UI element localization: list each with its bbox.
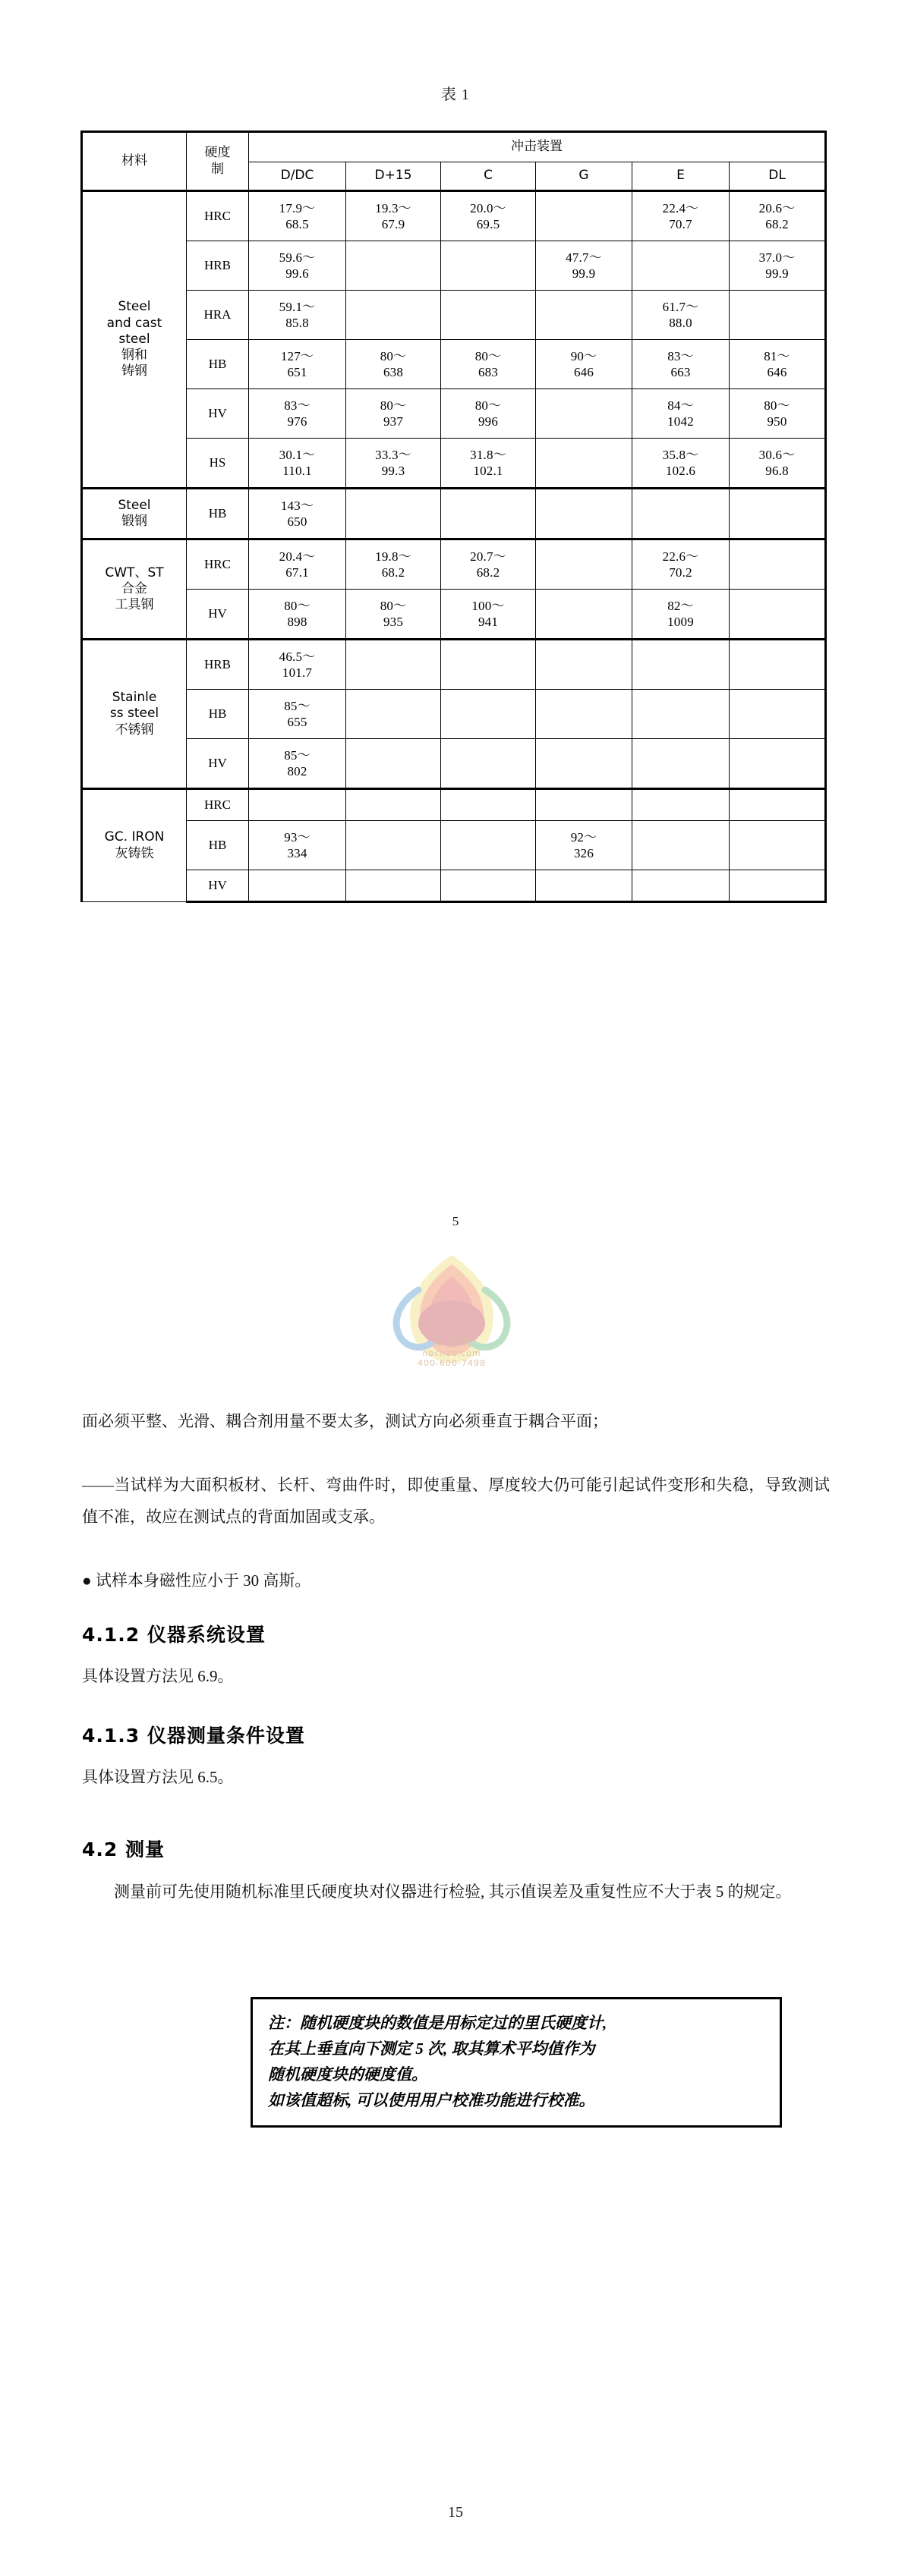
value-cell: 100～ 941 xyxy=(441,590,536,640)
value-cell: 83～ 976 xyxy=(249,389,346,439)
value-cell-empty xyxy=(536,389,632,439)
value-cell-empty xyxy=(632,821,730,870)
value-cell-empty xyxy=(441,241,536,291)
value-cell-empty xyxy=(441,489,536,539)
table-row xyxy=(82,439,826,489)
paragraph-bullet-block xyxy=(82,1565,830,1596)
table-row xyxy=(82,241,826,291)
value-cell-empty xyxy=(730,489,826,539)
note-line-2: 在其上垂直向下测定 5 次, 取其算术平均值作为 xyxy=(268,2040,595,2058)
paragraph-4-1-3: 具体设置方法见 6.5。 xyxy=(82,1768,234,1786)
value-cell: 81～ 646 xyxy=(730,340,826,389)
hardness-scale-cell: HB xyxy=(187,489,249,539)
value-cell-empty xyxy=(730,590,826,640)
value-cell: 20.0～ 69.5 xyxy=(441,191,536,241)
hardness-scale-cell: HRB xyxy=(187,640,249,690)
value-cell-empty xyxy=(346,241,441,291)
value-cell-empty xyxy=(346,291,441,340)
paragraph-continued-block xyxy=(82,1405,830,1437)
material-name-cell: Stainle ss steel 不锈钢 xyxy=(82,640,187,789)
hardness-scale-cell: HV xyxy=(187,590,249,640)
value-cell: 84～ 1042 xyxy=(632,389,730,439)
note-line-1: 注：随机硬度块的数值是用标定过的里氏硬度计, xyxy=(268,2014,607,2032)
value-cell-empty xyxy=(441,739,536,789)
header-device-d-15: D+15 xyxy=(346,162,441,191)
value-cell-empty xyxy=(249,789,346,821)
value-cell: 35.8～ 102.6 xyxy=(632,439,730,489)
value-cell-empty xyxy=(536,640,632,690)
hardness-scale-cell: HRC xyxy=(187,191,249,241)
material-name-cell: GC. IRON 灰铸铁 xyxy=(82,789,187,902)
header-device-d-dc: D/DC xyxy=(249,162,346,191)
material-name-cell: Steel 锻钢 xyxy=(82,489,187,539)
value-cell: 17.9～ 68.5 xyxy=(249,191,346,241)
value-cell: 19.3～ 67.9 xyxy=(346,191,441,241)
note-line-3: 随机硬度块的硬度值。 xyxy=(268,2065,427,2084)
table-row xyxy=(82,489,826,539)
paragraph-bullet: ● 试样本身磁性应小于 30 高斯。 xyxy=(82,1571,311,1590)
value-cell: 80～ 638 xyxy=(346,340,441,389)
value-cell: 90～ 646 xyxy=(536,340,632,389)
hardness-scale-cell: HV xyxy=(187,870,249,902)
header-device-e: E xyxy=(632,162,730,191)
hardness-scale-cell: HRA xyxy=(187,291,249,340)
paragraph-4-1-3-block xyxy=(82,1761,830,1793)
value-cell: 93～ 334 xyxy=(249,821,346,870)
value-cell-empty xyxy=(346,739,441,789)
value-cell: 80～ 937 xyxy=(346,389,441,439)
table-row xyxy=(82,821,826,870)
value-cell-empty xyxy=(536,489,632,539)
material-name-cell: Steel and cast steel 钢和 铸钢 xyxy=(82,191,187,489)
watermark-brand: 南 北 潮 xyxy=(431,1337,472,1348)
value-cell: 80～ 683 xyxy=(441,340,536,389)
table-row xyxy=(82,539,826,590)
value-cell-empty xyxy=(346,821,441,870)
hardness-scale-cell: HB xyxy=(187,690,249,739)
table-row xyxy=(82,690,826,739)
value-cell: 82～ 1009 xyxy=(632,590,730,640)
value-cell-empty xyxy=(441,640,536,690)
watermark-phone: 400-600-7498 xyxy=(418,1358,486,1368)
value-cell-empty xyxy=(632,739,730,789)
value-cell: 80～ 996 xyxy=(441,389,536,439)
table-row xyxy=(82,640,826,690)
heading-4-1-3: 4.1.3 仪器测量条件设置 xyxy=(82,1725,305,1747)
hardness-scale-cell: HV xyxy=(187,739,249,789)
value-cell-empty xyxy=(441,789,536,821)
value-cell-empty xyxy=(536,870,632,902)
value-cell: 80～ 950 xyxy=(730,389,826,439)
heading-4-2: 4.2 测量 xyxy=(82,1838,165,1860)
value-cell-empty xyxy=(730,690,826,739)
value-cell-empty xyxy=(730,539,826,590)
value-cell: 30.1～ 110.1 xyxy=(249,439,346,489)
header-device-dl: DL xyxy=(730,162,826,191)
paragraph-dash-block xyxy=(82,1469,830,1533)
value-cell: 127～ 651 xyxy=(249,340,346,389)
value-cell: 19.8～ 68.2 xyxy=(346,539,441,590)
value-cell: 92～ 326 xyxy=(536,821,632,870)
value-cell-empty xyxy=(730,821,826,870)
value-cell: 31.8～ 102.1 xyxy=(441,439,536,489)
material-name-cell: CWT、ST 合金 工具钢 xyxy=(82,539,187,640)
note-box xyxy=(251,1997,782,2128)
value-cell: 46.5～ 101.7 xyxy=(249,640,346,690)
paragraph-dash: ——当试样为大面积板材、长杆、弯曲件时，即使重量、厚度较大仍可能引起试件变形和失稳，导致测试值不准，故应在测试点的背面加固或支承。 xyxy=(82,1476,830,1526)
value-cell-empty xyxy=(346,640,441,690)
value-cell-empty xyxy=(730,870,826,902)
value-cell: 59.6～ 99.6 xyxy=(249,241,346,291)
value-cell: 59.1～ 85.8 xyxy=(249,291,346,340)
table-row xyxy=(82,389,826,439)
table-row xyxy=(82,590,826,640)
value-cell: 22.6～ 70.2 xyxy=(632,539,730,590)
header-hardness-scale: 硬度 制 xyxy=(187,132,249,191)
hardness-scale-cell: HRB xyxy=(187,241,249,291)
value-cell: 20.7～ 68.2 xyxy=(441,539,536,590)
table-header-row-top xyxy=(82,132,826,162)
value-cell: 30.6～ 96.8 xyxy=(730,439,826,489)
value-cell-empty xyxy=(536,191,632,241)
table-row xyxy=(82,291,826,340)
value-cell: 85～ 655 xyxy=(249,690,346,739)
value-cell-empty xyxy=(536,690,632,739)
value-cell-empty xyxy=(632,690,730,739)
value-cell-empty xyxy=(249,870,346,902)
value-cell-empty xyxy=(441,291,536,340)
footer-page-number: 15 xyxy=(448,2504,463,2521)
value-cell: 83～ 663 xyxy=(632,340,730,389)
value-cell-empty xyxy=(632,640,730,690)
hardness-table-container xyxy=(80,131,824,903)
paragraph-4-2: 测量前可先使用随机标准里氏硬度块对仪器进行检验, 其示值误差及重复性应不大于表 5 的规定。 xyxy=(114,1882,792,1901)
value-cell: 143～ 650 xyxy=(249,489,346,539)
value-cell: 20.6～ 68.2 xyxy=(730,191,826,241)
value-cell: 85～ 802 xyxy=(249,739,346,789)
watermark xyxy=(326,1244,577,1389)
paragraph-continued: 面必须平整、光滑、耦合剂用量不要太多，测试方向必须垂直于耦合平面； xyxy=(82,1412,608,1430)
value-cell-empty xyxy=(536,789,632,821)
value-cell-empty xyxy=(441,690,536,739)
table-row xyxy=(82,340,826,389)
header-impact-device-group: 冲击装置 xyxy=(249,132,826,162)
header-device-c: C xyxy=(441,162,536,191)
value-cell-empty xyxy=(632,870,730,902)
heading-4-1-2: 4.1.2 仪器系统设置 xyxy=(82,1624,266,1646)
paragraph-4-1-2-block xyxy=(82,1660,830,1692)
value-cell: 61.7～ 88.0 xyxy=(632,291,730,340)
value-cell: 80～ 898 xyxy=(249,590,346,640)
table-row xyxy=(82,739,826,789)
value-cell: 20.4～ 67.1 xyxy=(249,539,346,590)
table-row xyxy=(82,191,826,241)
value-cell-empty xyxy=(536,439,632,489)
value-cell-empty xyxy=(730,789,826,821)
note-line-4: 如该值超标, 可以使用用户校准功能进行校准。 xyxy=(268,2091,595,2109)
hardness-scale-cell: HB xyxy=(187,340,249,389)
watermark-logo-icon xyxy=(326,1244,577,1389)
watermark-domain: nbchao.com xyxy=(422,1348,481,1358)
value-cell: 33.3～ 99.3 xyxy=(346,439,441,489)
hardness-scale-cell: HRC xyxy=(187,789,249,821)
table-caption: 表 1 xyxy=(441,86,470,103)
watermark-text xyxy=(326,1334,577,1368)
header-material: 材料 xyxy=(82,132,187,191)
value-cell-empty xyxy=(441,821,536,870)
hardness-scale-cell: HS xyxy=(187,439,249,489)
value-cell-empty xyxy=(536,291,632,340)
value-cell-empty xyxy=(632,489,730,539)
table-row xyxy=(82,870,826,902)
value-cell: 22.4～ 70.7 xyxy=(632,191,730,241)
value-cell-empty xyxy=(632,789,730,821)
value-cell-empty xyxy=(346,690,441,739)
hardness-scale-cell: HRC xyxy=(187,539,249,590)
value-cell-empty xyxy=(346,489,441,539)
paragraph-4-1-2: 具体设置方法见 6.9。 xyxy=(82,1667,234,1685)
value-cell-empty xyxy=(536,539,632,590)
paragraph-4-2-block xyxy=(82,1876,830,1908)
header-device-g: G xyxy=(536,162,632,191)
value-cell-empty xyxy=(346,870,441,902)
value-cell-empty xyxy=(730,739,826,789)
value-cell-empty xyxy=(730,291,826,340)
value-cell-empty xyxy=(441,870,536,902)
value-cell-empty xyxy=(730,640,826,690)
value-cell-empty xyxy=(632,241,730,291)
value-cell-empty xyxy=(536,739,632,789)
hardness-scale-cell: HV xyxy=(187,389,249,439)
value-cell: 80～ 935 xyxy=(346,590,441,640)
hardness-scale-cell: HB xyxy=(187,821,249,870)
value-cell: 37.0～ 99.9 xyxy=(730,241,826,291)
inner-page-number: 5 xyxy=(452,1214,459,1228)
hardness-range-table xyxy=(80,131,827,903)
value-cell: 47.7～ 99.9 xyxy=(536,241,632,291)
value-cell-empty xyxy=(536,590,632,640)
value-cell-empty xyxy=(346,789,441,821)
table-row xyxy=(82,789,826,821)
